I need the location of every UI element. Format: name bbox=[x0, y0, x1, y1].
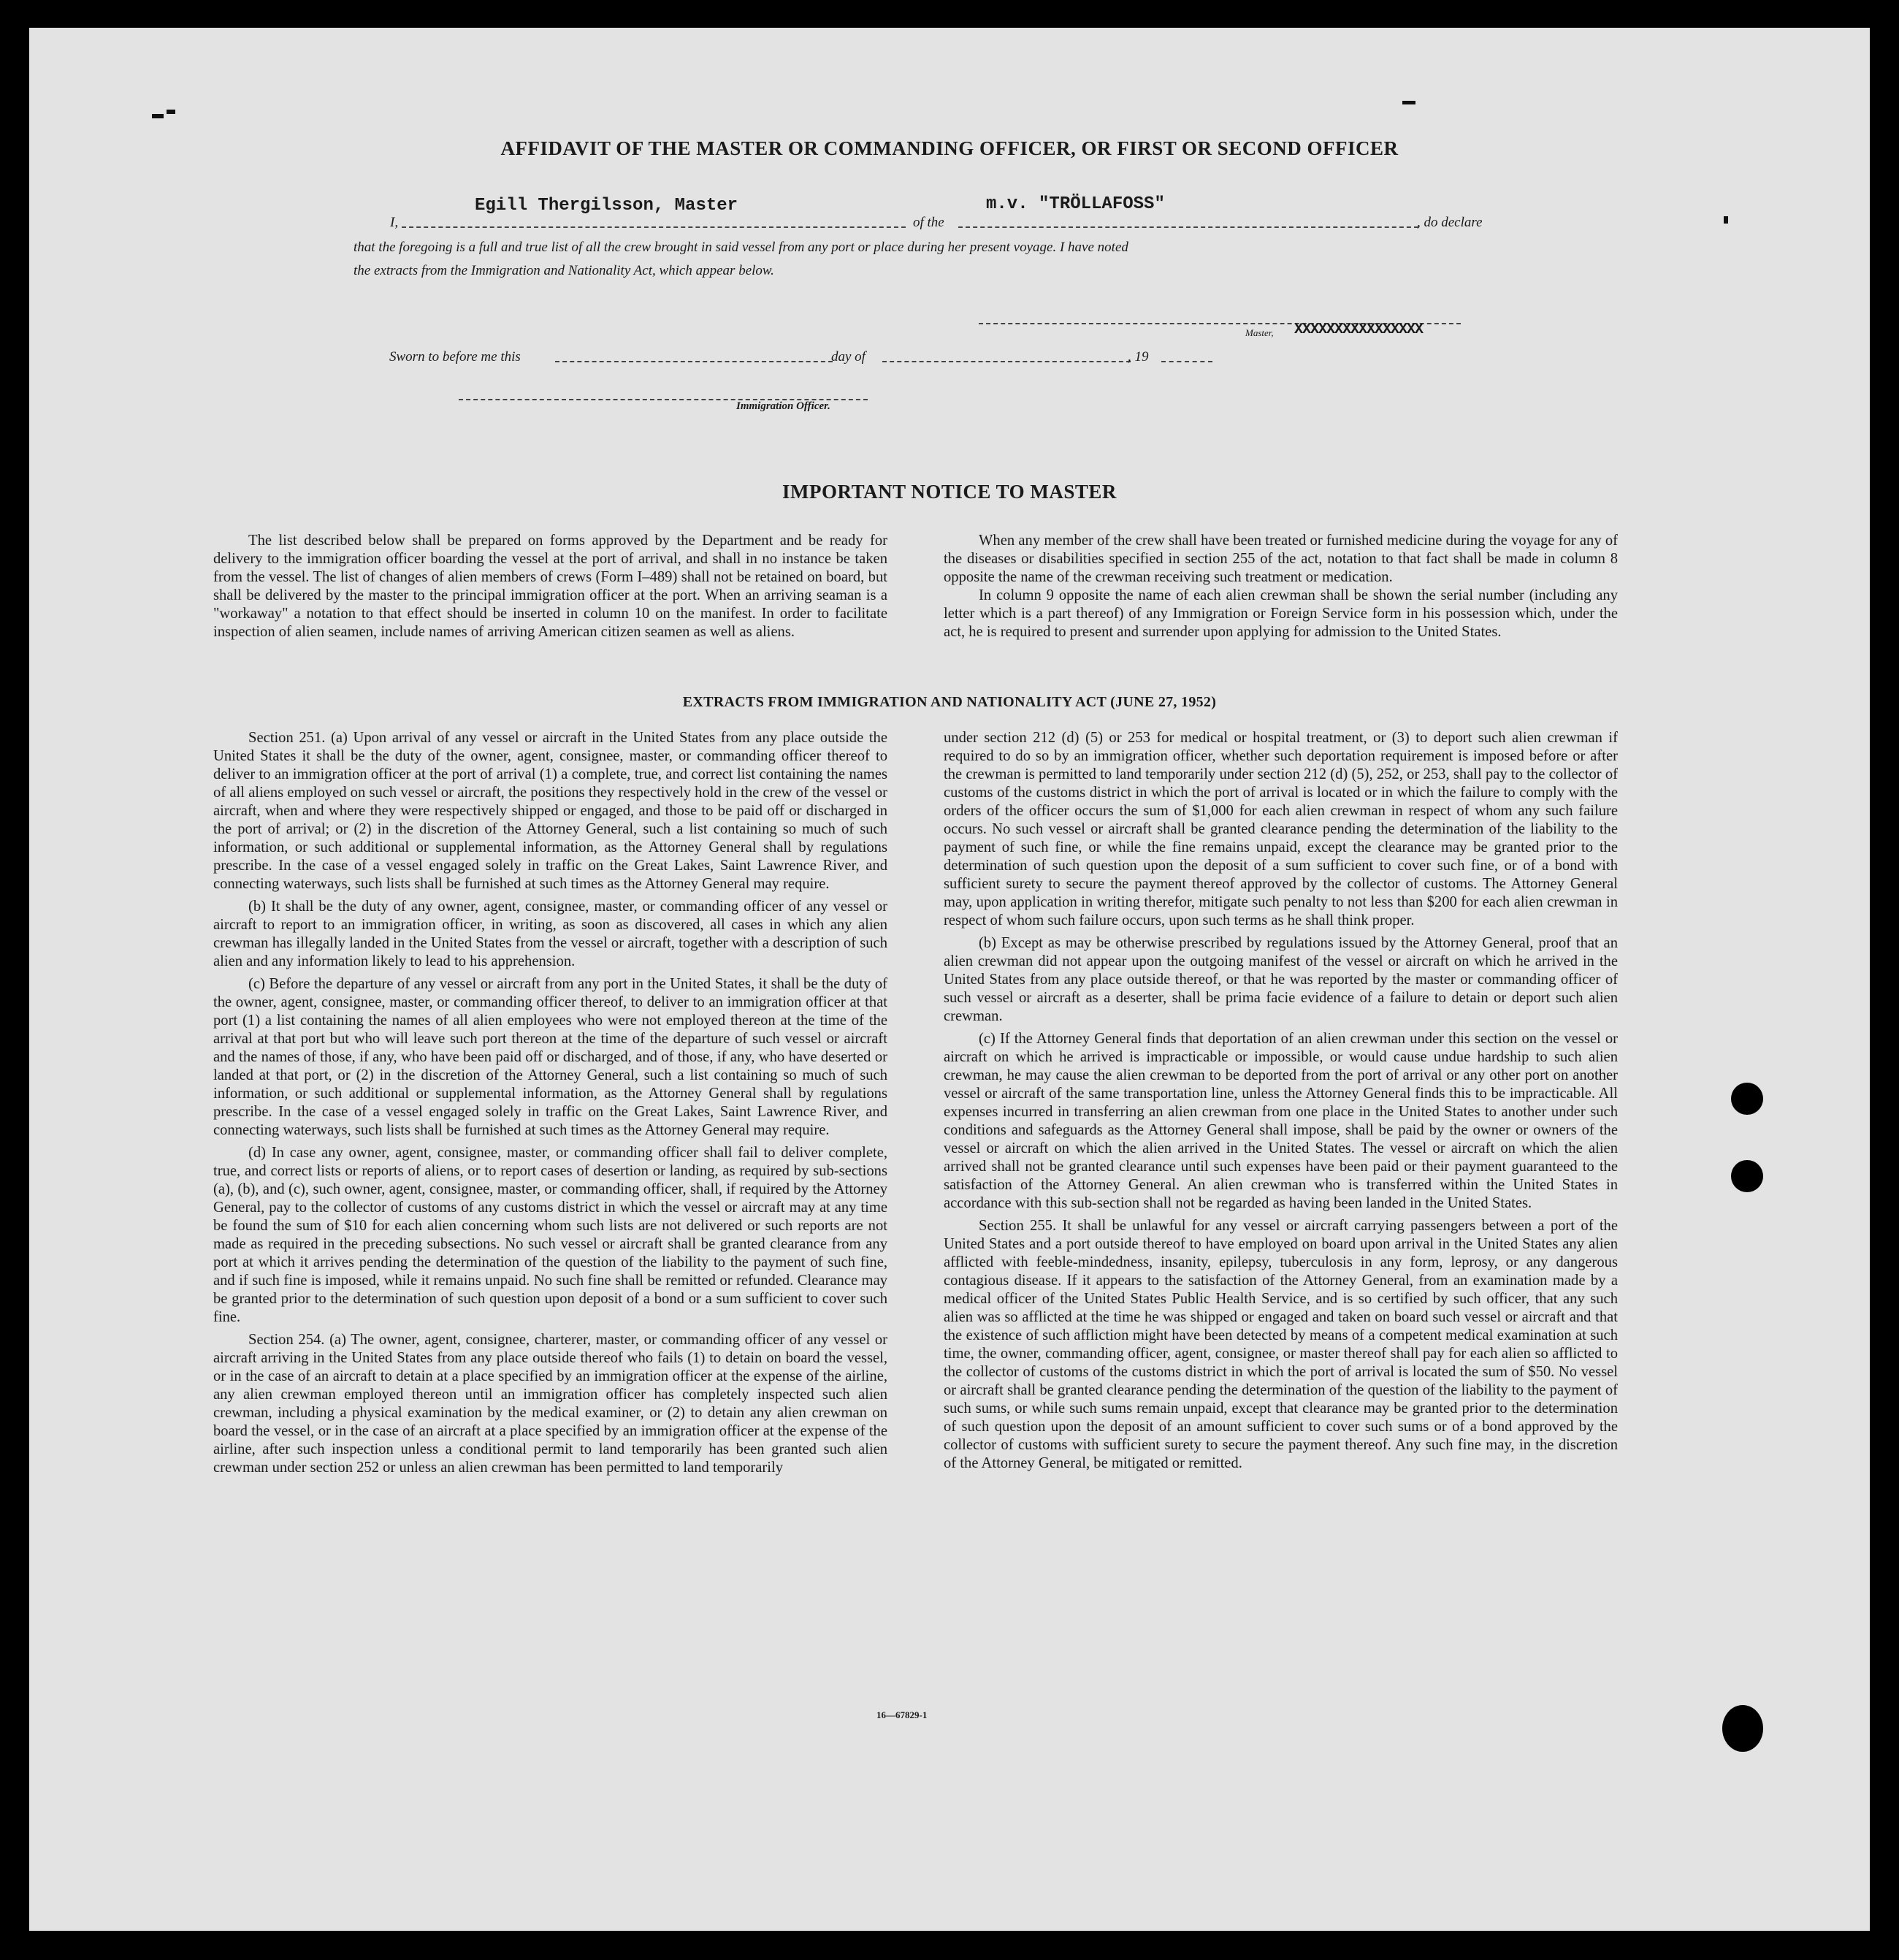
scan-speck bbox=[1402, 101, 1415, 104]
vessel-typed: m.v. "TRÖLLAFOSS" bbox=[986, 194, 1165, 214]
section-254a-continued: under section 212 (d) (5) or 253 for medical or hospital treatment, or (3) to deport such alien crewman if required to do so by an immigration officer, whether such deportation requirement is imposed before or after the crewman is permitted to land temporarily under section 212 (d) (5), 252, or 253, shall pay to the collector of customs of the customs district in which the port of arrival is located or in which the failure to comply with the orders of the officer occurs the sum of $1,000 for each alien crewman in respect of whom any such failure occurs. No such vessel or aircraft shall be granted clearance pending the determination of the liability to the payment of such fine, or while the fine remains unpaid, except the clearance may be granted prior to the determination of such question upon the deposit of a sum sufficient to cover such fine, or of a bond with sufficient surety to secure the payment thereof approved by the collector of customs. The Attorney General may, upon application in writing therefor, mitigate such penalty to not less than $200 for each alien crewman in respect of whom such failure occurs, upon such terms as he shall think proper. bbox=[944, 730, 1618, 928]
punch-hole bbox=[1722, 1705, 1763, 1752]
name-line bbox=[402, 226, 906, 228]
section-255: Section 255. It shall be unlawful for any vessel or aircraft carrying passengers between a port of the United States and a port outside thereof to have employed on board upon arrival in the United States any alien afflicted with feeble-mindedness, insanity, epilepsy, tuberculosis in any form, leprosy, or any dangerous contagious disease. If it appears to the satisfaction of the Attorney General, from an examination made by a medical officer of the United States Public Health Service, and is so certified by such officer, that any such alien was so afflicted at the time he was shipped or engaged and taken on board such vessel or aircraft and that the existence of such affliction might have been detected by means of a competent medical examination at such time, the owner, commanding officer, agent, consignee, or master thereof shall pay for each alien so afflicted to the collector of customs of the customs district in which the port of arrival is located the sum of $50. No vessel or aircraft shall be granted clearance pending the determination of the question of the liability to the payment of such sums, or while such sums remain unpaid, except that clearance may be granted prior to the determination of such question upon the deposit of an amount sufficient to cover such sums or of a bond approved by the collector of customs with sufficient surety to secure the payment thereof. Any such fine may, in the discretion of the Attorney General, be mitigated or remitted. bbox=[944, 1218, 1618, 1471]
sworn-year-line bbox=[1161, 361, 1212, 362]
notice-left-column bbox=[213, 532, 887, 646]
i-label: I, bbox=[390, 215, 399, 230]
day-of-label: day of bbox=[831, 349, 866, 365]
vessel-line bbox=[958, 226, 1418, 228]
punch-hole bbox=[1731, 1083, 1763, 1115]
extracts-right-column bbox=[944, 729, 1618, 1477]
notice-left-paragraph: The list described below shall be prepared on forms approved by the Department and be ready for delivery to the immigration officer boarding the vessel at the port of arrival, and shall in no instance be taken from the vessel. The list of changes of alien members of crews (Form I–489) shall not be retained on board, but shall be delivered by the master to the principal immigration officer at the port. When an arriving seaman is a "workaway" a notation to that effect should be inserted in column 10 on the manifest. In order to facilitate inspection of alien seamen, include names of arriving American citizen seamen as well as aliens. bbox=[213, 533, 887, 640]
sworn-day-line bbox=[555, 361, 833, 362]
sworn-month-line bbox=[882, 361, 1131, 362]
section-251b: (b) It shall be the duty of any owner, agent, consignee, master, or commanding officer of any vessel or aircraft to report to an immigration officer, in writing, as soon as discovered, all cases in which any alien crewman has illegally landed in the United States from the vessel or aircraft, together with a description of such alien and any information likely to lead to his apprehension. bbox=[213, 899, 887, 969]
year-label: , 19 bbox=[1128, 349, 1149, 365]
of-the-label: of the bbox=[913, 215, 944, 230]
scan-speck bbox=[152, 114, 164, 118]
master-label: Master, bbox=[1245, 327, 1274, 338]
scan-speck bbox=[167, 110, 175, 114]
scan-speck bbox=[1724, 216, 1728, 224]
form-number: 16—67829-1 bbox=[876, 1709, 928, 1720]
notice-right-column bbox=[944, 532, 1618, 646]
affidavit-title: AFFIDAVIT OF THE MASTER OR COMMANDING OFFICER, OR FIRST OR SECOND OFFICER bbox=[500, 137, 1399, 159]
section-251c: (c) Before the departure of any vessel or aircraft from any port in the United States, it shall be the duty of the owner, agent, consignee, master, or commanding officer thereof, to deliver to an immigration officer at that port (1) a list containing the names of all alien employees who were not employed thereon at the time of the arrival at that port but who will leave such port thereon at the time of the departure of such vessel or aircraft and the names of those, if any, who have been paid off or discharged, and of those, if any, who have deserted or landed at that port, or (2) in the discretion of the Attorney General, such a list containing so much of such information, or such additional or supplemental information, as the Attorney General shall by regulations prescribe. In the case of a vessel engaged solely in traffic on the Great Lakes, Saint Lawrence River, and connecting waterways, such lists shall be furnished at such times as the Attorney General may require. bbox=[213, 976, 887, 1138]
do-declare-label: , do declare bbox=[1417, 215, 1483, 230]
statement-line-2: the extracts from the Immigration and Nationality Act, which appear below. bbox=[354, 263, 774, 278]
notice-right-paragraph-1: When any member of the crew shall have been treated or furnished medicine during the voyage for any of the diseases or disabilities specified in section 255 of the act, notation to that fact shall be made in column 8 opposite the name of the crewman receiving such treatment or medication. bbox=[944, 533, 1618, 585]
notice-title: IMPORTANT NOTICE TO MASTER bbox=[782, 481, 1117, 503]
name-typed: Egill Thergilsson, Master bbox=[475, 196, 738, 216]
section-254a: Section 254. (a) The owner, agent, consignee, charterer, master, or commanding officer of any vessel or aircraft arriving in the United States from any place outside thereof who fails (1) to detain on board the vessel, or in the case of an aircraft to detain at a place specified by an immigration officer at the expense of the airline, any alien crewman employed thereon until an immigration officer has completely inspected such alien crewman, including a physical examination by the medical examiner, or (2) to detain any alien crewman on board the vessel, or in the case of an aircraft at a place specified by an immigration officer at the expense of the airline, after such inspection unless a conditional permit to land temporarily has been granted such alien crewman under section 252 or unless an alien crewman has been permitted to land temporarily bbox=[213, 1332, 887, 1476]
master-struck-title: XXXXXXXXXXXXXXXX bbox=[1294, 321, 1424, 338]
section-254c: (c) If the Attorney General finds that deportation of an alien crewman under this section on the vessel or aircraft on which he arrived is impracticable or impossible, or would cause undue hardship to such alien crewman, he may cause the alien crewman to be deported from the port of arrival or any other port on another vessel or aircraft of the same transportation line, unless the Attorney General finds this to be impracticable. All expenses incurred in transferring an alien crewman from one place in the United States to another under such conditions and safeguards as the Attorney General shall impose, shall be paid by the owner or owners of the vessel or aircraft on which the alien arrived in the United States. The vessel or aircraft on which the alien arrived shall not be granted clearance until such expenses have been paid or their payment guaranteed to the satisfaction of the Attorney General. An alien crewman who is transferred within the United States in accordance with this sub-section shall not be regarded as having been landed in the United States. bbox=[944, 1031, 1618, 1211]
section-254b: (b) Except as may be otherwise prescribed by regulations issued by the Attorney General, proof that an alien crewman did not appear upon the outgoing manifest of the vessel or aircraft on which he arrived in the United States from any place outside thereof, or that he was reported by the master or commanding officer of such vessel or aircraft as a deserter, shall be prima facie evidence of a failure to detain or deport such alien crewman. bbox=[944, 935, 1618, 1024]
sworn-label: Sworn to before me this bbox=[389, 349, 521, 365]
section-251a: Section 251. (a) Upon arrival of any vessel or aircraft in the United States from any place outside the United States it shall be the duty of the owner, agent, consignee, master, or commanding officer thereof to deliver to an immigration officer at the port of arrival (1) a complete, true, and correct list containing the names of all aliens employed on such vessel or aircraft, the positions they respectively hold in the crew of the vessel or aircraft, when and where they were respectively shipped or engaged, and those to be paid off or discharged in the port of arrival; or (2) in the discretion of the Attorney General, such a list containing so much of such information, or such additional or supplemental information, as the Attorney General shall by regulations prescribe. In the case of a vessel engaged solely in traffic on the Great Lakes, Saint Lawrence River, and connecting waterways, such lists shall be furnished at such times as the Attorney General may require. bbox=[213, 730, 887, 892]
notice-right-paragraph-2: In column 9 opposite the name of each alien crewman shall be shown the serial number (including any letter which is a part thereof) of any Immigration or Foreign Service form in his possession which, under the act, he is required to present and surrender upon applying for admission to the United States. bbox=[944, 587, 1618, 640]
extracts-left-column bbox=[213, 729, 887, 1482]
document-page bbox=[29, 28, 1870, 1931]
extracts-title: EXTRACTS FROM IMMIGRATION AND NATIONALITY ACT (JUNE 27, 1952) bbox=[682, 694, 1217, 710]
section-251d: (d) In case any owner, agent, consignee, master, or commanding officer shall fail to deliver complete, true, and correct lists or reports of aliens, or to report cases of desertion or landing, as required by sub-sections (a), (b), and (c), such owner, agent, consignee, master, or commanding officer, shall, if required by the Attorney General, pay to the collector of customs of any customs district in which the vessel or aircraft may at any time be found the sum of $10 for each alien concerning whom such lists are not delivered or such reports are not made as required in the preceding subsections. No such vessel or aircraft shall be granted clearance from any port at which it arrives pending the determination of the question of the liability to the payment of such fine, and if such fine is imposed, while it remains unpaid. No such fine shall be remitted or refunded. Clearance may be granted prior to the determination of such question upon deposit of a bond or a sum sufficient to cover such fine. bbox=[213, 1145, 887, 1325]
immigration-officer-label: Immigration Officer. bbox=[736, 400, 830, 412]
statement-line-1: that the foregoing is a full and true list of all the crew brought in said vessel from any port or place during her present voyage. I have noted bbox=[354, 240, 1128, 255]
punch-hole bbox=[1731, 1160, 1763, 1192]
